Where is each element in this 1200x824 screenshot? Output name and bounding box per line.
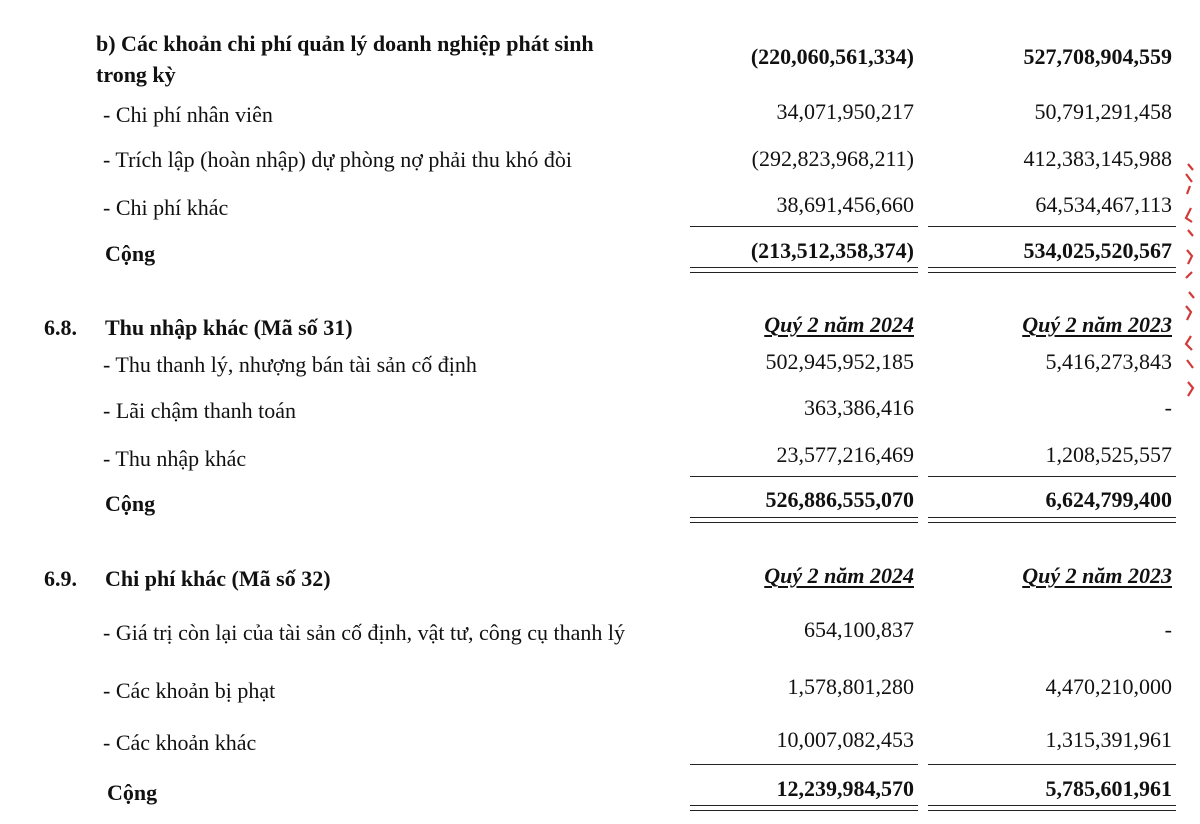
section-6-9-header-2024: Quý 2 năm 2024 — [764, 563, 914, 588]
section-b-row-label: - Trích lập (hoàn nhập) dự phòng nợ phải thu khó đòi — [103, 147, 573, 172]
section-b-title-line1: b) Các khoản chi phí quản lý doanh nghiệp phát sinh — [96, 31, 594, 56]
section-b-total-double-rule-2024 — [690, 267, 918, 273]
section-6-9-row-label: - Các khoản bị phạt — [103, 678, 276, 703]
section-6-8-row-value-2023: 5,416,273,843 — [1045, 349, 1172, 374]
section-6-8-total-double-rule-2024 — [690, 517, 918, 523]
section-6-9-row-label: - Giá trị còn lại của tài sản cố định, vật tư, công cụ thanh lý — [103, 620, 626, 645]
section-6-9-total-double-rule-2024 — [690, 805, 918, 811]
section-6-8-row-label: - Thu thanh lý, nhượng bán tài sản cố định — [103, 352, 477, 377]
section-6-9-number: 6.9. — [44, 566, 77, 591]
section-6-8-row-value-2024: 23,577,216,469 — [776, 442, 914, 467]
section-6-8-header-2023: Quý 2 năm 2023 — [1022, 312, 1172, 337]
section-b-row-value-2023: 50,791,291,458 — [1034, 99, 1172, 124]
section-6-8-row-label: - Lãi chậm thanh toán — [103, 398, 297, 423]
section-b-subtotal-rule-2024 — [690, 226, 918, 227]
section-6-9-row-value-2023: - — [1164, 617, 1172, 642]
section-b-title-value-2024: (220,060,561,334) — [750, 44, 914, 69]
section-6-9-total-value-2023: 5,785,601,961 — [1045, 776, 1172, 801]
section-6-8-total-label: Cộng — [105, 491, 156, 516]
section-b-row-value-2023: 412,383,145,988 — [1023, 146, 1172, 171]
section-6-8-total-value-2024: 526,886,555,070 — [765, 487, 914, 512]
red-stamp-fragment — [1182, 160, 1196, 410]
section-b-row-value-2024: 34,071,950,217 — [776, 99, 914, 124]
section-6-8-subtotal-rule-2023 — [928, 476, 1176, 477]
section-6-8-header-2024: Quý 2 năm 2024 — [764, 312, 914, 337]
section-6-9-row-value-2023: 1,315,391,961 — [1045, 727, 1172, 752]
section-b-title-value-2023: 527,708,904,559 — [1023, 44, 1172, 69]
section-b-row-label: - Chi phí khác — [103, 195, 229, 220]
section-6-8-row-label: - Thu nhập khác — [103, 446, 247, 471]
section-6-8-subtotal-rule-2024 — [690, 476, 918, 477]
section-6-8-title: Thu nhập khác (Mã số 31) — [105, 315, 353, 340]
section-6-8-row-value-2024: 502,945,952,185 — [765, 349, 914, 374]
section-6-9-subtotal-rule-2023 — [928, 764, 1176, 765]
section-6-9-row-value-2024: 654,100,837 — [804, 617, 914, 642]
section-6-9-row-label: - Các khoản khác — [103, 730, 257, 755]
section-b-subtotal-rule-2023 — [928, 226, 1176, 227]
section-6-9-total-label: Cộng — [107, 780, 158, 805]
section-6-8-row-value-2024: 363,386,416 — [804, 395, 914, 420]
section-b-row-value-2024: 38,691,456,660 — [776, 192, 914, 217]
section-6-8-total-double-rule-2023 — [928, 517, 1176, 523]
section-6-9-subtotal-rule-2024 — [690, 764, 918, 765]
section-6-9-row-value-2024: 1,578,801,280 — [787, 674, 914, 699]
section-b-row-label: - Chi phí nhân viên — [103, 102, 273, 127]
section-b-row-value-2023: 64,534,467,113 — [1035, 192, 1172, 217]
section-6-9-header-2023: Quý 2 năm 2023 — [1022, 563, 1172, 588]
section-b-total-value-2023: 534,025,520,567 — [1023, 238, 1172, 263]
section-6-9-total-double-rule-2023 — [928, 805, 1176, 811]
section-6-8-row-value-2023: 1,208,525,557 — [1045, 442, 1172, 467]
section-6-8-total-value-2023: 6,624,799,400 — [1045, 487, 1172, 512]
section-6-9-row-value-2023: 4,470,210,000 — [1045, 674, 1172, 699]
section-b-total-label: Cộng — [105, 241, 156, 266]
section-6-8-number: 6.8. — [44, 315, 77, 340]
section-6-8-row-value-2023: - — [1164, 395, 1172, 420]
section-b-row-value-2024: (292,823,968,211) — [751, 146, 914, 171]
section-b-title-line2: trong kỳ — [96, 62, 176, 87]
section-b-total-value-2024: (213,512,358,374) — [750, 238, 914, 263]
section-b-total-double-rule-2023 — [928, 267, 1176, 273]
section-6-9-row-value-2024: 10,007,082,453 — [776, 727, 914, 752]
section-6-9-title: Chi phí khác (Mã số 32) — [105, 566, 331, 591]
section-6-9-total-value-2024: 12,239,984,570 — [776, 776, 914, 801]
